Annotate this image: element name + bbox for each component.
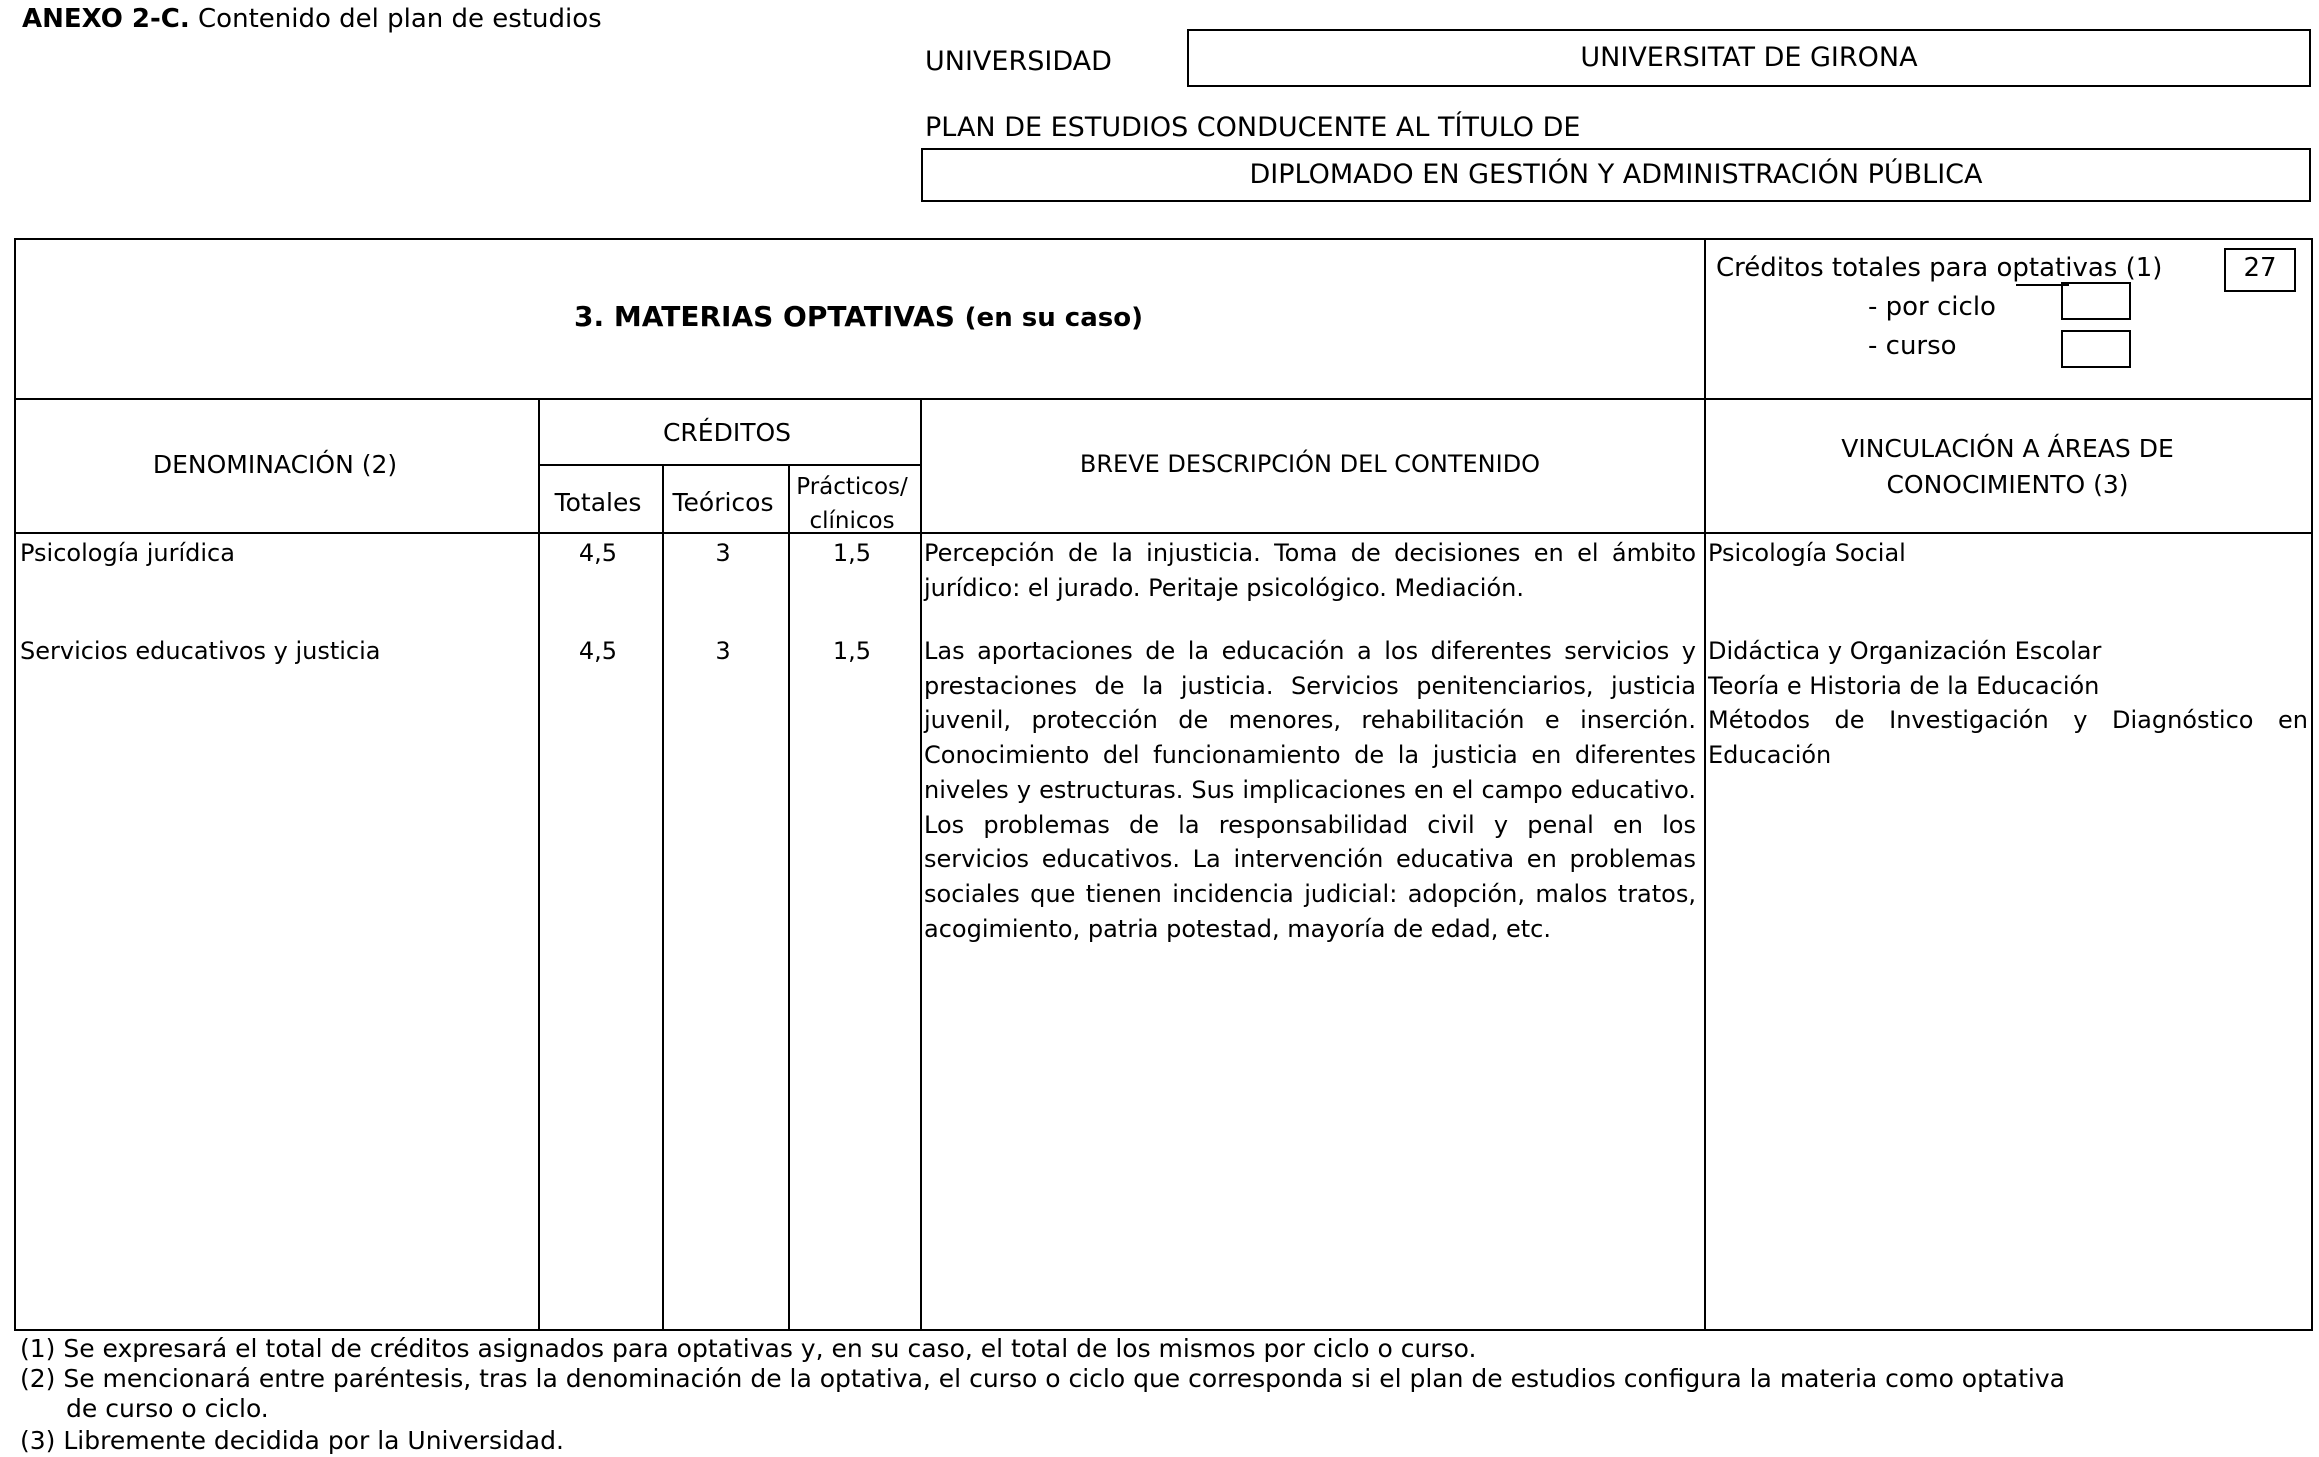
column-breve-descripcion: BREVE DESCRIPCIÓN DEL CONTENIDO	[1079, 450, 1541, 478]
row1-totales: 4,5	[578, 539, 618, 567]
plan-label: PLAN DE ESTUDIOS CONDUCENTE AL TÍTULO DE	[925, 112, 1581, 143]
annex-heading	[22, 4, 602, 34]
annex-description: Contenido del plan de estudios	[198, 4, 602, 34]
teoricos-divider	[788, 464, 790, 1329]
annex-label: ANEXO 2-C.	[22, 4, 190, 34]
column-header-divider	[16, 532, 2311, 534]
row2-practicos: 1,5	[832, 637, 872, 665]
university-value-box: UNIVERSITAT DE GIRONA	[1187, 29, 2311, 87]
column-vinculacion-line2: CONOCIMIENTO (3)	[1886, 470, 2129, 499]
column-creditos: CRÉDITOS	[662, 418, 792, 447]
university-label: UNIVERSIDAD	[925, 46, 1112, 77]
header-divider	[16, 398, 2311, 400]
creditos-divider	[538, 464, 920, 466]
curso-value	[2061, 330, 2131, 368]
section-title	[14, 300, 1703, 333]
footnote-3: (3) Libremente decidida por la Universidad.	[20, 1426, 564, 1455]
row2-denominacion: Servicios educativos y justicia	[20, 637, 381, 665]
vinculacion-divider	[1704, 240, 1706, 1329]
row1-area-1: Psicología Social	[1708, 539, 1906, 567]
credits-total-label: Créditos totales para optativas (1)	[1716, 253, 2163, 283]
curso-label: - curso	[1868, 331, 1957, 361]
row1-practicos: 1,5	[832, 539, 872, 567]
column-totales: Totales	[554, 488, 642, 517]
row1-teoricos: 3	[715, 539, 731, 567]
por-ciclo-value	[2061, 282, 2131, 320]
row1-denominacion: Psicología jurídica	[20, 539, 235, 567]
row2-descripcion: Las aportaciones de la educación a los diferentes servicios y prestaciones de la justicia. Servicios penitenciarios, justicia juvenil, protección de menores, rehabilitación e inserción. Conocimiento del funcionamiento de la justicia en diferentes niveles y estructuras. Sus implicaciones en el campo educativo. Los problemas de la responsabilidad civil y penal en los servicios educativos. La intervención educativa en problemas sociales que tienen incidencia judicial: adopción, malos tratos, acogimiento, patria potestad, mayoría de edad, etc.	[924, 637, 1696, 943]
degree-title-box: DIPLOMADO EN GESTIÓN Y ADMINISTRACIÓN PÚBLICA	[921, 148, 2311, 202]
column-practicos-line1: Prácticos/	[796, 474, 908, 500]
column-practicos	[786, 470, 918, 538]
row2-area-4: Educación	[1708, 741, 1832, 770]
row2-area-3: Métodos de Investigación y Diagnóstico en	[1708, 706, 2308, 735]
row1-descripcion: Percepción de la injusticia. Toma de decisiones en el ámbito jurídico: el jurado. Peritaje psicológico. Mediación.	[924, 539, 1696, 602]
column-denominacion: DENOMINACIÓN (2)	[152, 450, 398, 479]
column-teoricos: Teóricos	[672, 488, 774, 517]
column-vinculacion-line1: VINCULACIÓN A ÁREAS DE	[1841, 434, 2174, 463]
row2-teoricos: 3	[715, 637, 731, 665]
footnote-2: (2) Se mencionará entre paréntesis, tras la denominación de la optativa, el curso o ciclo que corresponda si el plan de estudios configura la materia como optativa	[20, 1364, 2065, 1393]
row2-area-2: Teoría e Historia de la Educación	[1708, 671, 2100, 700]
column-vinculacion	[1702, 431, 2313, 503]
column-practicos-line2: clínicos	[809, 508, 895, 534]
totales-divider	[662, 464, 664, 1329]
footnote-1: (1) Se expresará el total de créditos asignados para optativas y, en su caso, el total de los mismos por ciclo o curso.	[20, 1334, 1477, 1363]
footnote-2-cont: de curso o ciclo.	[66, 1394, 269, 1423]
row2-area-1: Didáctica y Organización Escolar	[1708, 637, 2102, 665]
section-title-main: 3. MATERIAS OPTATIVAS	[574, 300, 955, 333]
row2-areas	[1708, 634, 2308, 773]
credits-total-value: 27	[2224, 248, 2296, 292]
row1-areas	[1708, 536, 2308, 571]
breve-divider	[920, 398, 922, 1329]
section-title-sub: (en su caso)	[964, 303, 1143, 333]
row2-totales: 4,5	[578, 637, 618, 665]
por-ciclo-label: - por ciclo	[1868, 292, 1996, 322]
